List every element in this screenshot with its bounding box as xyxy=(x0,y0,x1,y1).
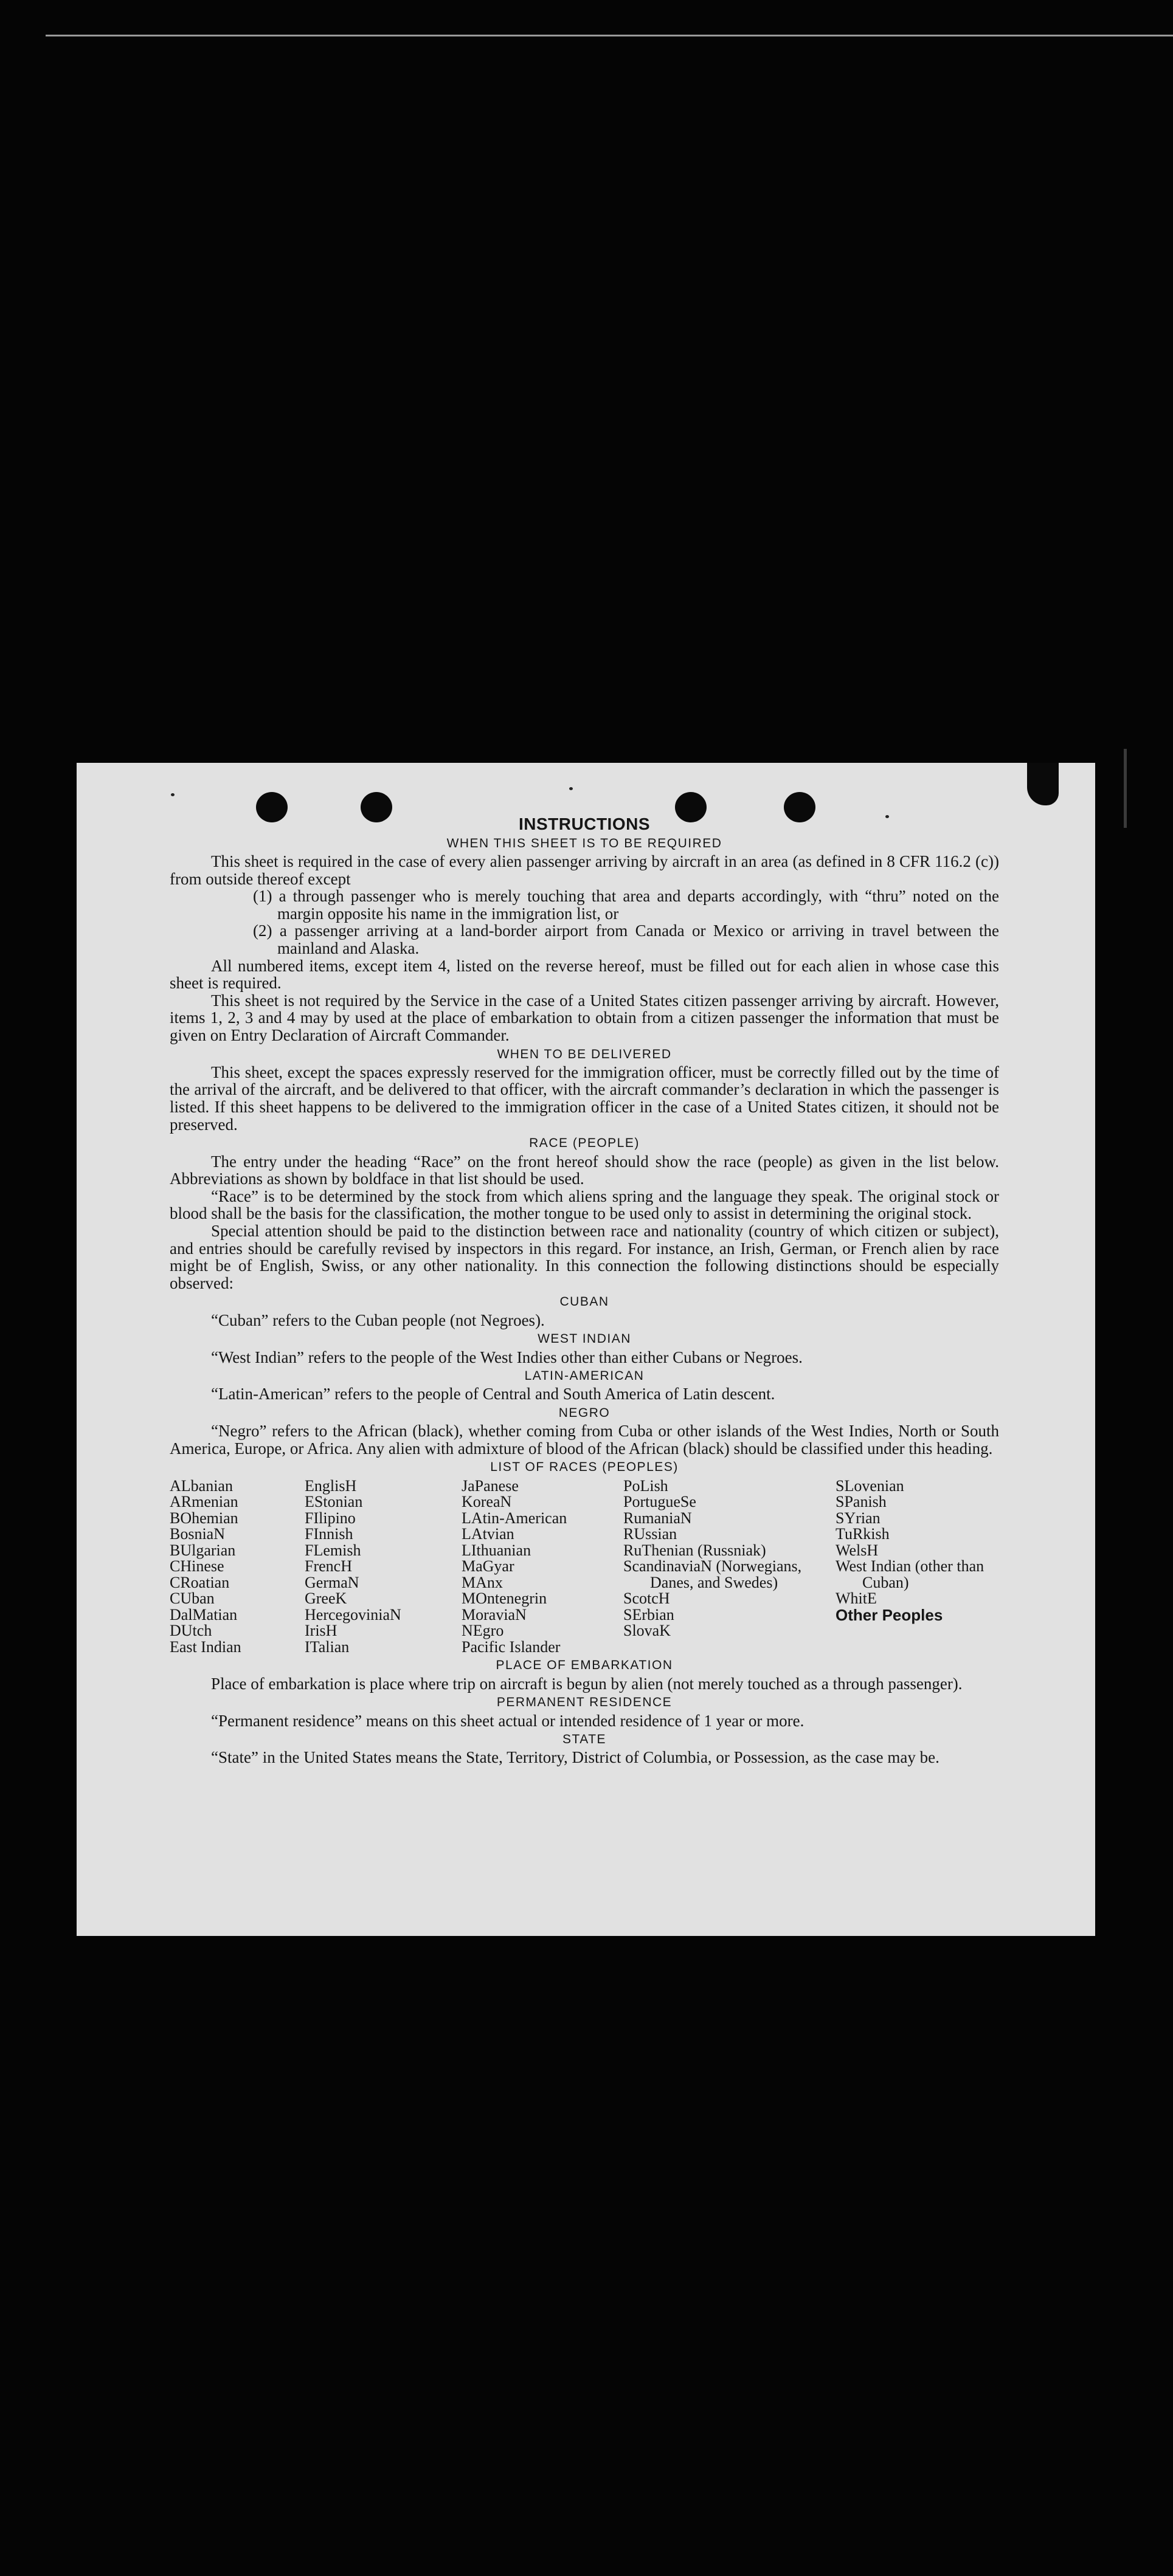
paragraph: This sheet, except the spaces expressly reserved for the immigration officer, must be correctly filled out by the time of the arrival of the aircraft, and be delivered to that officer, with the aircraft commander’s declaration in which the passenger is listed. If this sheet happens to be delivered to the immigration officer in the case of a United States citizen, it should not be preserved. xyxy=(170,1062,999,1134)
paragraph: “Negro” refers to the African (black), whether coming from Cuba or other islands of the West Indies, North or South America, Europe, or Africa. Any alien with admixture of blood of the African (black) should be classified under this heading. xyxy=(170,1422,999,1458)
list-item: (1) a through passenger who is merely touching that area and departs accordingly, with “thru” noted on the margin opposite his name in the immigration list, or xyxy=(253,887,999,923)
race-item: PoLish xyxy=(623,1476,668,1495)
race-list xyxy=(170,1478,999,1656)
section-heading: LATIN-AMERICAN xyxy=(524,1369,645,1383)
race-item: LAtvian xyxy=(462,1525,514,1543)
race-item: CUban xyxy=(170,1589,215,1608)
race-column xyxy=(305,1478,462,1656)
race-item: FIlipino xyxy=(305,1509,356,1527)
race-item: ScandinaviaN (Norwegians, Danes, and Swedes) xyxy=(623,1557,802,1591)
paragraph: Special attention should be paid to the distinction between race and nationality (country of which citizen or subject), and entries should be carefully revised by inspectors in this regard. For instance, an Irish, German, or French alien by race might be of English, Swiss, or any other nationality. In this connection the following distinctions should be especially observed: xyxy=(170,1222,999,1292)
race-item: GermaN xyxy=(305,1573,359,1591)
punch-hole xyxy=(675,792,707,822)
race-item: SYrian xyxy=(836,1509,881,1527)
scanner-edge-mark xyxy=(1124,749,1127,828)
section-heading: PLACE OF EMBARKATION xyxy=(496,1658,673,1673)
race-item: SlovaK xyxy=(623,1622,671,1640)
race-item: EStonian xyxy=(305,1493,363,1511)
race-item: WelsH xyxy=(836,1541,879,1559)
paragraph: This sheet is required in the case of every alien passenger arriving by aircraft in an area (as defined in 8 CFR 116.2 (c)) from outside thereof except xyxy=(170,852,999,888)
race-item: East Indian xyxy=(170,1638,241,1656)
race-item: KoreaN xyxy=(462,1493,512,1511)
speck xyxy=(885,815,889,818)
race-item: DUtch xyxy=(170,1622,212,1640)
race-item: MOntenegrin xyxy=(462,1589,547,1608)
race-item: LIthuanian xyxy=(462,1541,531,1559)
paragraph: “State” in the United States means the State, Territory, District of Columbia, or Possession, as the case may be. xyxy=(211,1748,939,1767)
race-item: BOhemian xyxy=(170,1509,238,1527)
paragraph: “Cuban” refers to the Cuban people (not Negroes). xyxy=(211,1310,545,1329)
race-item: WhitE xyxy=(836,1589,877,1608)
race-item: NEgro xyxy=(462,1622,504,1640)
race-item: PortugueSe xyxy=(623,1493,696,1511)
race-column xyxy=(623,1478,836,1656)
section-heading: WEST INDIAN xyxy=(538,1332,631,1346)
scanner-edge-line xyxy=(46,35,1173,36)
race-item: JaPanese xyxy=(462,1476,519,1495)
race-item: MAnx xyxy=(462,1573,503,1591)
race-item: FInnish xyxy=(305,1525,353,1543)
race-item: SErbian xyxy=(623,1605,674,1624)
section-heading: NEGRO xyxy=(558,1406,611,1421)
race-item: SLovenian xyxy=(836,1476,904,1495)
page-title: INSTRUCTIONS xyxy=(519,814,650,833)
race-item: EnglisH xyxy=(305,1476,357,1495)
section-heading: LIST OF RACES (PEOPLES) xyxy=(490,1460,679,1475)
section-heading: CUBAN xyxy=(559,1295,609,1309)
race-item: RumaniaN xyxy=(623,1509,692,1527)
race-item: FrencH xyxy=(305,1557,352,1576)
punch-hole xyxy=(361,792,392,822)
race-item: RuThenian (Russniak) xyxy=(623,1541,766,1559)
race-item: TuRkish xyxy=(836,1525,890,1543)
race-item: ARmenian xyxy=(170,1493,238,1511)
punch-hole xyxy=(784,792,815,822)
race-item: FLemish xyxy=(305,1541,361,1559)
race-item: RUssian xyxy=(623,1525,677,1543)
paragraph: “Race” is to be determined by the stock from which aliens spring and the language they speak. The original stock or blood shall be the basis for the classification, the mother tongue to be used only to assist in determining the original stock. xyxy=(170,1186,999,1223)
race-item: MoraviaN xyxy=(462,1605,527,1624)
race-column xyxy=(462,1478,623,1656)
paragraph: “Latin-American” refers to the people of Central and South America of Latin descent. xyxy=(211,1385,775,1403)
paragraph: Place of embarkation is place where trip on aircraft is begun by alien (not merely touched as a through passenger). xyxy=(211,1674,963,1693)
section-heading: STATE xyxy=(562,1732,607,1747)
speck xyxy=(569,787,573,790)
torn-corner xyxy=(1027,763,1059,805)
speck xyxy=(171,793,175,796)
punch-hole xyxy=(256,792,288,822)
race-item: SPanish xyxy=(836,1493,887,1511)
race-item: ITalian xyxy=(305,1638,350,1656)
paragraph: “West Indian” refers to the people of the West Indies other than either Cubans or Negroes. xyxy=(211,1348,803,1366)
race-item: West Indian (other than Cuban) xyxy=(836,1557,984,1591)
section-heading: RACE (PEOPLE) xyxy=(529,1136,640,1151)
race-item: IrisH xyxy=(305,1622,337,1640)
paragraph: This sheet is not required by the Service in the case of a United States citizen passenger arriving by aircraft. However, items 1, 2, 3 and 4 may by used at the place of embarkation to obtain from a citizen passenger the information that must be given on Entry Declaration of Aircraft Commander. xyxy=(170,991,999,1045)
race-item: LAtin-American xyxy=(462,1509,567,1527)
instruction-sheet xyxy=(77,763,1095,1936)
paragraph: The entry under the heading “Race” on the front hereof should show the race (people) as given in the list below. Abbreviations as shown by boldface in that list should be used. xyxy=(170,1152,999,1188)
race-item: MaGyar xyxy=(462,1557,514,1576)
race-item: Pacific Islander xyxy=(462,1638,561,1656)
section-heading: WHEN TO BE DELIVERED xyxy=(497,1047,672,1061)
race-column xyxy=(836,1478,1006,1656)
list-item: (2) a passenger arriving at a land-border airport from Canada or Mexico or arriving in travel between the mainland and Alaska. xyxy=(253,921,999,957)
race-item: CRoatian xyxy=(170,1573,230,1591)
paragraph: “Permanent residence” means on this sheet actual or intended residence of 1 year or more. xyxy=(211,1711,804,1730)
race-item: ScotcH xyxy=(623,1589,670,1608)
race-item: Other Peoples xyxy=(836,1605,943,1624)
section-heading: PERMANENT RESIDENCE xyxy=(496,1695,673,1710)
race-item: ALbanian xyxy=(170,1476,233,1495)
race-item: DalMatian xyxy=(170,1605,238,1624)
race-item: BUlgarian xyxy=(170,1541,236,1559)
paragraph: All numbered items, except item 4, listed on the reverse hereof, must be filled out for each alien in whose case this sheet is required. xyxy=(170,956,999,993)
race-item: GreeK xyxy=(305,1589,347,1608)
race-item: BosniaN xyxy=(170,1525,225,1543)
section-heading: WHEN THIS SHEET IS TO BE REQUIRED xyxy=(446,836,722,850)
race-column xyxy=(170,1478,305,1656)
race-item: CHinese xyxy=(170,1557,224,1576)
race-item: HercegoviniaN xyxy=(305,1605,401,1624)
